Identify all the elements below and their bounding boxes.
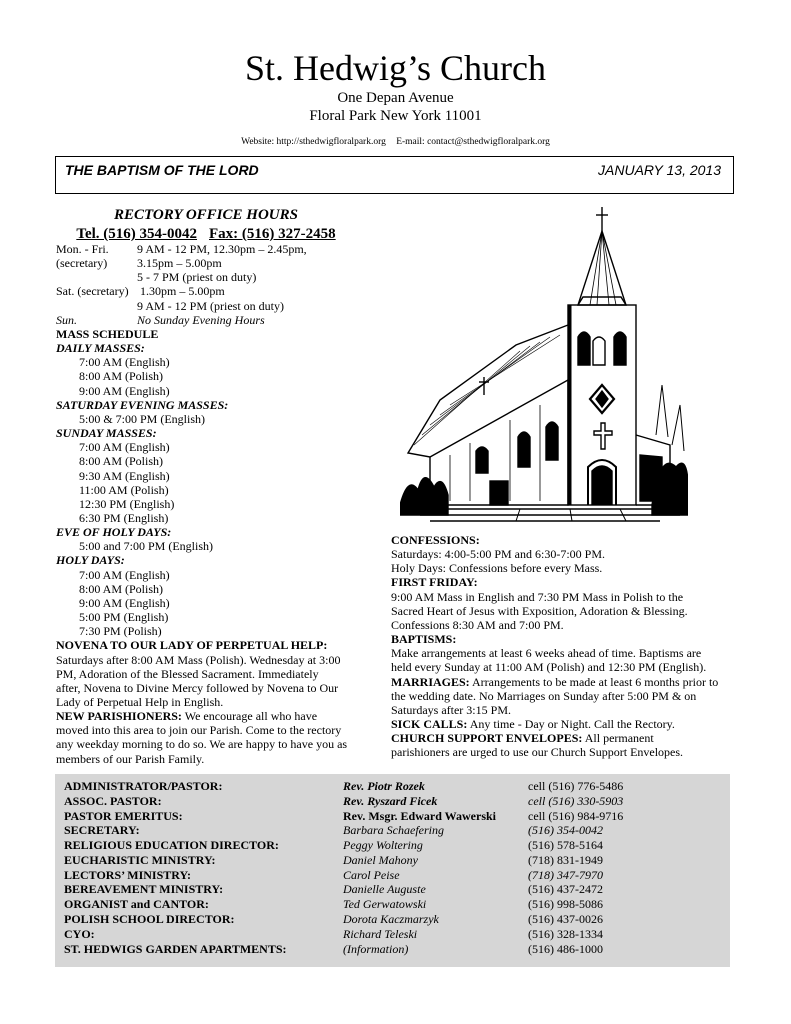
hours-row xyxy=(56,270,362,284)
hours-label xyxy=(56,299,137,313)
staff-row xyxy=(55,868,730,883)
left-column xyxy=(56,242,362,766)
staff-role: ORGANIST and CANTOR: xyxy=(64,897,209,911)
mass-time: 12:30 PM (English) xyxy=(79,496,175,511)
hours-label: Sat. (secretary) xyxy=(56,284,129,299)
rectory-tel: Tel. (516) 354-0042 xyxy=(76,226,198,242)
rectory-phone-fax xyxy=(56,226,356,243)
staff-role: SECRETARY: xyxy=(64,823,140,837)
hours-value: 9 AM - 12 PM (priest on duty) xyxy=(137,298,284,313)
novena-heading: NOVENA TO OUR LADY OF PERPETUAL HELP: xyxy=(56,638,328,653)
baptisms-heading: BAPTISMS: xyxy=(391,632,457,647)
staff-phone: cell (516) 776-5486 xyxy=(528,779,624,793)
confessions-heading: CONFESSIONS: xyxy=(391,533,480,547)
staff-row xyxy=(55,809,730,824)
staff-role: EUCHARISTIC MINISTRY: xyxy=(64,853,216,867)
staff-phone: (516) 437-2472 xyxy=(528,882,603,896)
hours-value: 9 AM - 12 PM, 12.30pm – 2.45pm, xyxy=(137,242,307,256)
rectory-fax: Fax: (516) 327-2458 xyxy=(209,226,336,242)
envelopes-line xyxy=(391,731,741,745)
staff-name: Rev. Msgr. Edward Wawerski xyxy=(343,809,497,823)
first-friday-heading: FIRST FRIDAY: xyxy=(391,575,478,590)
confessions-line: Holy Days: Confessions before every Mass. xyxy=(391,561,603,576)
hours-label xyxy=(56,270,137,284)
mass-time: 9:00 AM (English) xyxy=(79,595,170,610)
staff-directory xyxy=(55,774,730,967)
new-parishioners-line xyxy=(56,709,362,723)
staff-name: Danielle Auguste xyxy=(343,882,426,896)
staff-phone: (516) 486-1000 xyxy=(528,942,603,956)
feast-title: THE BAPTISM OF THE LORD xyxy=(65,162,259,178)
mass-time: 7:00 AM (English) xyxy=(79,355,170,370)
sunday-masses-heading: SUNDAY MASSES: xyxy=(56,426,157,441)
email-link[interactable]: E-mail: contact@sthedwigfloralpark.org xyxy=(396,137,550,147)
novena-line: Saturdays after 8:00 AM Mass (Polish). Wednesday at 3:00 xyxy=(56,652,341,667)
holy-days-heading: HOLY DAYS: xyxy=(56,553,125,568)
hours-label: Sun. xyxy=(56,312,77,327)
staff-phone: cell (516) 330-5903 xyxy=(528,794,624,808)
staff-role: CYO: xyxy=(64,927,95,941)
hours-value: 5 - 7 PM (priest on duty) xyxy=(137,270,257,285)
marriages-line xyxy=(391,675,741,689)
staff-phone: cell (516) 984-9716 xyxy=(528,809,624,823)
hours-row xyxy=(56,256,362,270)
spire xyxy=(578,231,626,305)
staff-role: ADMINISTRATOR/PASTOR: xyxy=(64,779,223,793)
mass-time: 7:00 AM (English) xyxy=(79,567,170,582)
mass-time: 8:00 AM (Polish) xyxy=(79,581,164,596)
sick-calls-line xyxy=(391,717,741,731)
staff-role: BEREAVEMENT MINISTRY: xyxy=(64,882,224,896)
staff-name: Peggy Woltering xyxy=(343,838,423,852)
envelopes-line: parishioners are urged to use our Church Support Envelopes. xyxy=(391,745,684,760)
staff-role: ASSOC. PASTOR: xyxy=(64,794,162,808)
website-link[interactable]: Website: http://sthedwigfloralpark.org xyxy=(241,137,386,147)
contact-line xyxy=(0,136,791,148)
hours-value: 1.30pm – 5.00pm xyxy=(140,284,225,299)
staff-row xyxy=(55,927,730,942)
staff-name: Richard Teleski xyxy=(343,927,418,941)
right-column xyxy=(391,533,741,760)
mass-time: 7:00 AM (English) xyxy=(79,440,170,455)
staff-role: LECTORS’ MINISTRY: xyxy=(64,868,192,882)
rectory-hours-heading: RECTORY OFFICE HOURS xyxy=(114,207,298,223)
staff-phone: (718) 347-7970 xyxy=(528,868,603,882)
mass-time: 7:30 PM (Polish) xyxy=(79,624,162,639)
mass-time: 8:00 AM (Polish) xyxy=(79,454,164,469)
eve-holy-days-heading: EVE OF HOLY DAYS: xyxy=(56,525,172,540)
staff-role: PASTOR EMERITUS: xyxy=(64,809,183,823)
sick-calls-text: Any time - Day or Night. Call the Rectory. xyxy=(469,717,675,732)
novena-line: after, Novena to Divine Mercy followed by Novena to Our xyxy=(56,680,339,695)
staff-row xyxy=(55,779,730,794)
mass-time: 8:00 AM (Polish) xyxy=(79,369,164,384)
hours-value: 3.15pm – 5.00pm xyxy=(137,256,222,271)
saturday-masses-heading: SATURDAY EVENING MASSES: xyxy=(56,397,229,412)
tower-cross xyxy=(594,423,612,449)
marriages-heading: MARRIAGES: xyxy=(391,674,470,689)
marriages-line: Saturdays after 3:15 PM. xyxy=(391,702,511,717)
staff-role: ST. HEDWIGS GARDEN APARTMENTS: xyxy=(64,942,287,956)
church-illustration xyxy=(400,205,688,527)
staff-row xyxy=(55,897,730,912)
staff-name: Dorota Kaczmarzyk xyxy=(343,912,439,926)
baptisms-line: held every Sunday at 11:00 AM (Polish) and 12:30 PM (English). xyxy=(391,660,707,675)
staff-row xyxy=(55,823,730,838)
new-parishioners-line: moved into this area to join our Parish. Come to the rectory xyxy=(56,723,342,738)
staff-name: Rev. Ryszard Ficek xyxy=(343,794,438,808)
staff-row xyxy=(55,794,730,809)
staff-phone: (516) 437-0026 xyxy=(528,912,603,926)
mass-time: 5:00 PM (English) xyxy=(79,610,169,625)
mass-time: 5:00 & 7:00 PM (English) xyxy=(79,411,206,426)
baptisms-line: Make arrangements at least 6 weeks ahead of time. Baptisms are xyxy=(391,646,702,661)
staff-role: POLISH SCHOOL DIRECTOR: xyxy=(64,912,235,926)
novena-line: Lady of Perpetual Help in English. xyxy=(56,695,224,709)
page-title: St. Hedwig’s Church xyxy=(245,48,546,88)
staff-name: (Information) xyxy=(343,942,409,956)
staff-row xyxy=(55,942,730,957)
hours-row xyxy=(56,299,362,313)
address-line-1: One Depan Avenue xyxy=(337,90,454,106)
hours-row xyxy=(56,242,362,256)
staff-role: RELIGIOUS EDUCATION DIRECTOR: xyxy=(64,838,279,852)
staff-row xyxy=(55,853,730,868)
staff-phone: (516) 998-5086 xyxy=(528,897,603,911)
staff-phone: (516) 354-0042 xyxy=(528,823,603,837)
feast-banner xyxy=(55,156,734,194)
new-parishioners-line: members of our Parish Family. xyxy=(56,751,205,766)
address-line-2: Floral Park New York 11001 xyxy=(309,108,482,124)
daily-masses-heading: DAILY MASSES: xyxy=(56,341,145,356)
hours-row xyxy=(56,284,362,298)
envelopes-text: All permanent xyxy=(584,731,654,746)
confessions-line: Saturdays: 4:00-5:00 PM and 6:30-7:00 PM. xyxy=(391,547,606,562)
new-parishioners-line: any weekday morning to do so. We are happy to have you as xyxy=(56,737,348,752)
bulletin-date: JANUARY 13, 2013 xyxy=(598,162,721,178)
staff-phone: (718) 831-1949 xyxy=(528,853,603,867)
staff-phone: (516) 578-5164 xyxy=(528,838,603,852)
mass-time: 6:30 PM (English) xyxy=(79,510,169,525)
staff-name: Barbara Schaefering xyxy=(343,823,444,837)
first-friday-line: Confessions 8:30 AM and 7:00 PM. xyxy=(391,617,564,632)
staff-name: Ted Gerwatowski xyxy=(343,897,427,911)
hours-label: (secretary) xyxy=(56,256,108,271)
staff-row xyxy=(55,882,730,897)
staff-name: Daniel Mahony xyxy=(343,853,418,867)
staff-phone: (516) 328-1334 xyxy=(528,927,603,941)
first-friday-line: Sacred Heart of Jesus with Exposition, Adoration & Blessing. xyxy=(391,603,688,618)
hours-row xyxy=(56,313,362,327)
first-friday-line: 9:00 AM Mass in English and 7:30 PM Mass in Polish to the xyxy=(391,589,684,604)
staff-name: Carol Peise xyxy=(343,868,400,882)
mass-schedule-heading: MASS SCHEDULE xyxy=(56,326,159,341)
mass-time: 11:00 AM (Polish) xyxy=(79,482,169,497)
marriages-line: the wedding date. No Marriages on Sunday after 5:00 PM & on xyxy=(391,688,697,703)
mass-time: 5:00 and 7:00 PM (English) xyxy=(79,539,213,554)
new-parishioners-text: We encourage all who have xyxy=(184,709,318,724)
hours-value: No Sunday Evening Hours xyxy=(137,312,265,327)
novena-line: PM, Adoration of the Blessed Sacrament. Immediately xyxy=(56,666,319,681)
staff-row xyxy=(55,912,730,927)
staff-name: Rev. Piotr Rozek xyxy=(343,779,425,793)
hours-label: Mon. - Fri. xyxy=(56,242,109,256)
nave-roof xyxy=(408,325,568,457)
marriages-text: Arrangements to be made at least 6 months prior to xyxy=(472,674,719,689)
new-parishioners-heading: NEW PARISHIONERS: xyxy=(56,709,182,724)
sick-calls-heading: SICK CALLS: xyxy=(391,717,468,732)
mass-time: 9:00 AM (English) xyxy=(79,383,170,398)
mass-time: 9:30 AM (English) xyxy=(79,468,170,483)
envelopes-heading: CHURCH SUPPORT ENVELOPES: xyxy=(391,731,583,746)
staff-row xyxy=(55,838,730,853)
